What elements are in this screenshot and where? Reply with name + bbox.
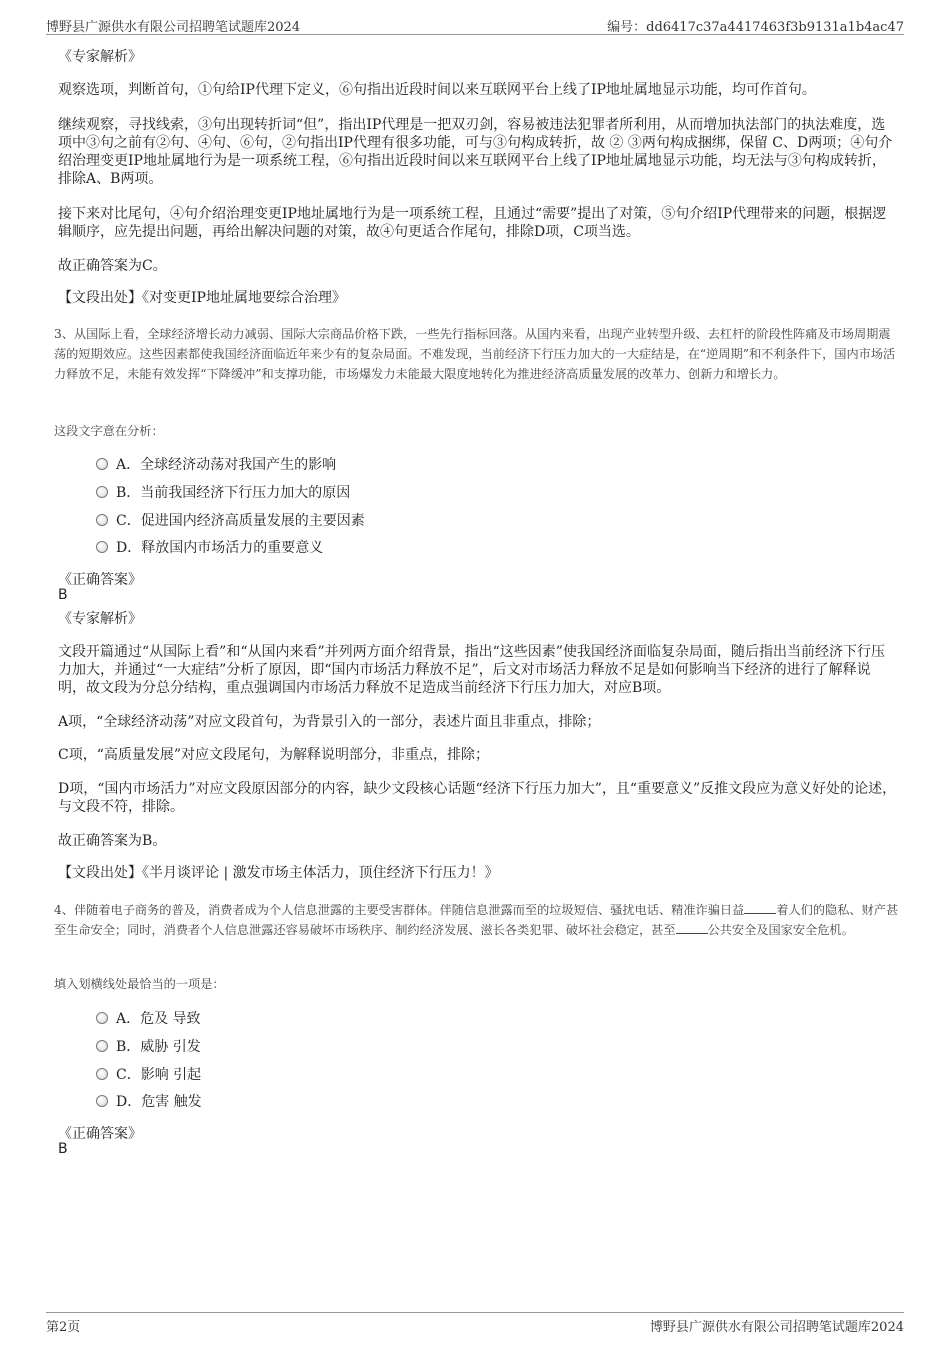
radio-icon[interactable] — [96, 458, 108, 470]
q3-option-d-label: D．释放国内市场活力的重要意义 — [116, 540, 324, 556]
q3-answer-heading: 《正确答案》 — [58, 572, 142, 588]
q2-analysis-para-3: 接下来对比尾句，④句介绍治理变更IP地址属地行为是一项系统工程，且通过“需要”提出了对策，⑤句介绍IP代理带来的问题，根据逻辑顺序，应先提出问题，再给出解决问题的对策，故④句更适合作尾句，排除D项，C项当选。 — [58, 206, 887, 240]
radio-icon[interactable] — [96, 514, 108, 526]
radio-icon[interactable] — [96, 1012, 108, 1024]
radio-icon[interactable] — [96, 1095, 108, 1107]
q4-option-b[interactable] — [96, 1037, 201, 1057]
q3-question-text: 3、从国际上看，全球经济增长动力减弱、国际大宗商品价格下跌，一些先行指标回落。从国内来看，出现产业转型升级、去杠杆的阶段性阵痛及市场周期震荡的短期效应。这些因素都使我国经济面临近年来少有的复杂局面。不难发现，当前经济下行压力加大的一大症结是，在“逆周期”和不利条件下，国内市场活力释放不足，未能有效发挥“下降缓冲”和支撑功能，市场爆发力未能最大限度地转化为推进经济高质量发展的改革力、创新力和增长力。 — [54, 327, 896, 381]
q4-option-a-label: A．危及 导致 — [116, 1011, 201, 1027]
q3-source-title: 《半月谈评论 | 激发市场主体活力，顶住经济下行压力！》 — [142, 865, 499, 881]
q4-text-part-1: 4、伴随着电子商务的普及，消费者成为个人信息泄露的主要受害群体。伴随信息泄露而至的垃圾短信、骚扰电话、精准诈骗日益 — [54, 903, 745, 917]
q2-analysis-para-1: 观察选项，判断首句，①句给IP代理下定义，⑥句指出近段时间以来互联网平台上线了IP地址属地显示功能，均可作首句。 — [58, 82, 816, 98]
header-document-id: 编号：dd6417c37a4417463f3b9131a1b4ac47 — [607, 20, 904, 35]
q4-blank-2 — [676, 922, 708, 934]
radio-icon[interactable] — [96, 486, 108, 498]
q3-option-a[interactable] — [96, 455, 336, 475]
q4-option-b-label: B．威胁 引发 — [116, 1039, 201, 1055]
q2-source-label: 【文段出处】 — [58, 290, 142, 306]
q3-source — [58, 864, 898, 882]
radio-icon[interactable] — [96, 1040, 108, 1052]
q3-option-b-label: B．当前我国经济下行压力加大的原因 — [116, 485, 351, 501]
q3-conclusion: 故正确答案为B。 — [58, 833, 167, 849]
page-footer — [46, 1312, 904, 1335]
q3-analysis-para-2: A项，“全球经济动荡”对应文段首句，为背景引入的一部分，表述片面且非重点，排除； — [58, 714, 601, 730]
q3-expert-heading: 《专家解析》 — [58, 611, 142, 627]
footer-title: 博野县广源供水有限公司招聘笔试题库2024 — [649, 1320, 904, 1335]
q4-blank-1 — [744, 902, 776, 914]
q3-option-c[interactable] — [96, 511, 365, 531]
radio-icon[interactable] — [96, 541, 108, 553]
q4-text-part-2: 着人们的隐私、财产甚至生命安全；同时，消费者个人信息泄露还容易破坏市场秩序、制约经济发展、滋长各类犯罪、破坏社会稳定，甚至 — [54, 903, 899, 937]
q2-expert-heading: 《专家解析》 — [58, 49, 142, 65]
q3-option-a-label: A．全球经济动荡对我国产生的影响 — [116, 457, 337, 473]
header-title: 博野县广源供水有限公司招聘笔试题库2024 — [46, 20, 301, 35]
q4-answer-heading: 《正确答案》 — [58, 1126, 142, 1142]
page-header — [46, 14, 904, 35]
q4-option-d-label: D．危害 触发 — [116, 1094, 202, 1110]
q3-option-b[interactable] — [96, 483, 350, 503]
q3-option-d[interactable] — [96, 538, 323, 558]
q3-analysis-para-3: C项，“高质量发展”对应文段尾句，为解释说明部分，非重点，排除； — [58, 747, 490, 763]
q3-answer: B — [58, 587, 68, 603]
q3-analysis-para-1: 文段开篇通过“从国际上看”和“从国内来看”并列两方面介绍背景，指出“这些因素”使我国经济面临复杂局面，随后指出当前经济下行压力加大，并通过“一大症结”分析了原因，即“国内市场活力释放不足”，后文对市场活力释放不足是如何影响当下经济的进行了解释说明，故文段为分总分结构，重点强调国内市场活力释放不足造成当前经济下行压力加大，对应B项。 — [58, 644, 885, 696]
q4-prompt: 填入划横线处最恰当的一项是： — [54, 977, 225, 991]
q3-option-c-label: C．促进国内经济高质量发展的主要因素 — [116, 513, 365, 529]
q4-question-text — [54, 900, 902, 940]
q2-source — [58, 289, 898, 307]
q4-option-c[interactable] — [96, 1065, 201, 1085]
q2-analysis-para-2: 继续观察，寻找线索，③句出现转折词“但”，指出IP代理是一把双刃剑，容易被违法犯罪者所利用，从而增加执法部门的执法难度，选项中③句之前有②句、④句、⑥句，②句指出IP代理有很多功能，可与③句构成转折，故 ② ③两句构成捆绑，保留 C、D两项；④句介绍治理变更IP地址属地行为是一项系统工程，⑥句指出近段时间以来互联网平台上线了IP地址属地显示功能，均无法与③句构成转折，排除A、B两项。 — [58, 117, 893, 187]
q3-source-label: 【文段出处】 — [58, 865, 142, 881]
radio-icon[interactable] — [96, 1068, 108, 1080]
q4-option-c-label: C．影响 引起 — [116, 1067, 202, 1083]
q4-text-part-3: 公共安全及国家安全危机。 — [707, 923, 854, 937]
q2-source-title: 《对变更IP地址属地要综合治理》 — [142, 290, 346, 306]
q4-answer: B — [58, 1141, 68, 1157]
q4-option-a[interactable] — [96, 1009, 201, 1029]
q2-conclusion: 故正确答案为C。 — [58, 258, 167, 274]
q3-prompt: 这段文字意在分析： — [54, 424, 164, 438]
q4-option-d[interactable] — [96, 1092, 202, 1112]
q3-analysis-para-4: D项，“国内市场活力”对应文段原因部分的内容，缺少文段核心话题“经济下行压力加大”，且“重要意义”反推文段应为意义好处的论述，与文段不符，排除。 — [58, 781, 897, 815]
footer-page-number: 第2页 — [46, 1320, 81, 1335]
